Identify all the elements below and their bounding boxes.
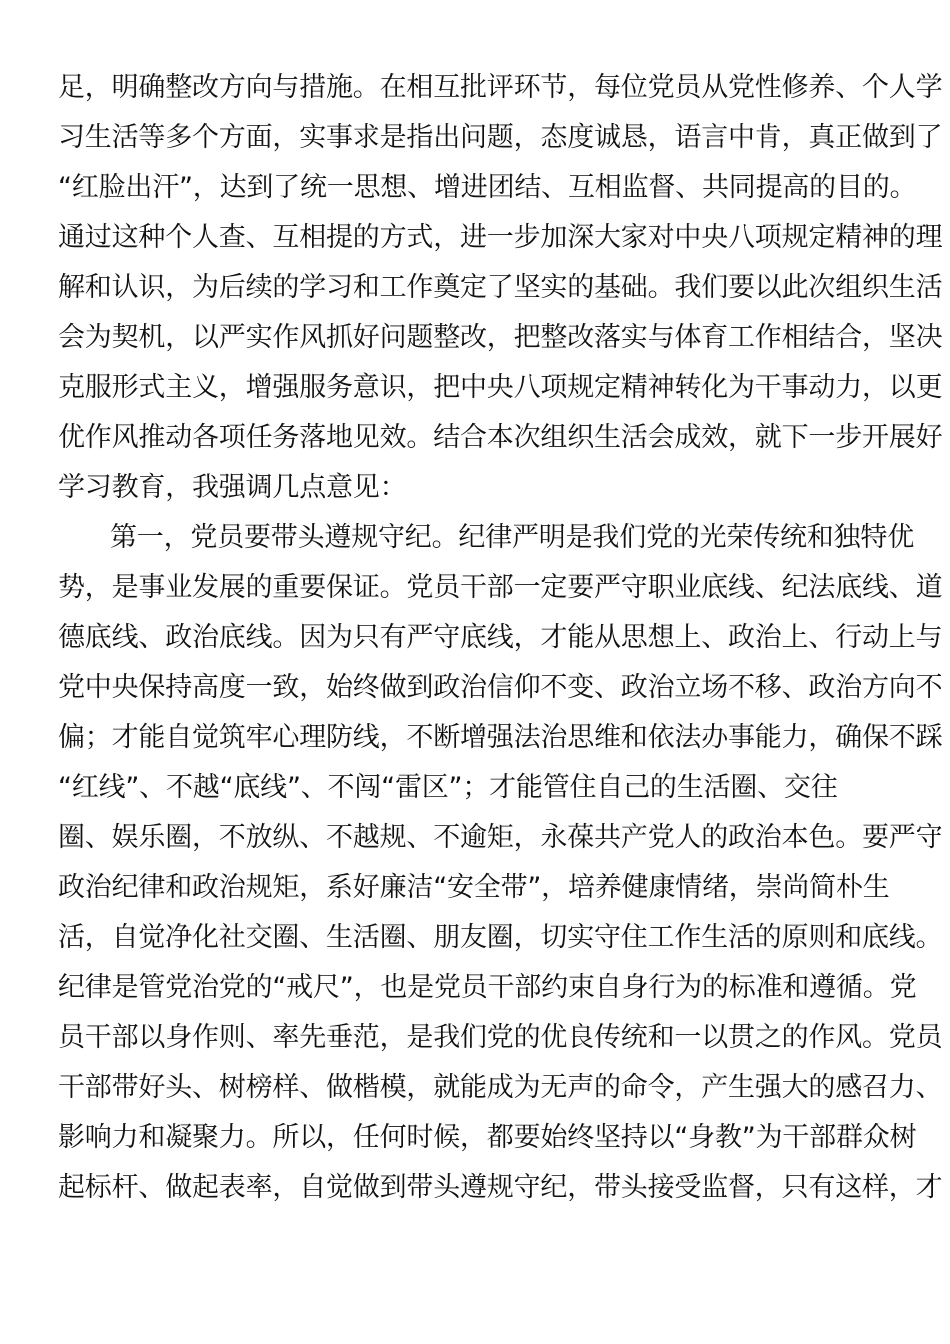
text-line: 势，是事业发展的重要保证。党员干部一定要严守职业底线、纪法底线、道 xyxy=(58,572,943,603)
text-line: 偏；才能自觉筑牢心理防线，不断增强法治思维和依法办事能力，确保不踩 xyxy=(58,722,943,753)
text-line: “红线”、不越“底线”、不闯“雷区”；才能管住自己的生活圈、交往 xyxy=(58,772,838,803)
text-line: 政治纪律和政治规矩，系好廉洁“安全带”，培养健康情绪，崇尚简朴生 xyxy=(58,872,890,903)
text-line: 学习教育，我强调几点意见： xyxy=(58,472,407,503)
text-line: 党中央保持高度一致，始终做到政治信仰不变、政治立场不移、政治方向不 xyxy=(58,672,943,703)
text-line: 克服形式主义，增强服务意识，把中央八项规定精神转化为干事动力，以更 xyxy=(58,372,943,403)
text-line: 解和认识，为后续的学习和工作奠定了坚实的基础。我们要以此次组织生活 xyxy=(58,272,943,303)
text-line: 干部带好头、树榜样、做楷模，就能成为无声的命令，产生强大的感召力、 xyxy=(58,1072,943,1103)
text-line: 足，明确整改方向与措施。在相互批评环节，每位党员从党性修养、个人学 xyxy=(58,72,943,103)
text-line: 通过这种个人查、互相提的方式，进一步加深大家对中央八项规定精神的理 xyxy=(58,222,943,253)
text-line: 纪律是管党治党的“戒尺”，也是党员干部约束自身行为的标准和遵循。党 xyxy=(58,972,917,1003)
paragraph-first-line: 第一，党员要带头遵规守纪。纪律严明是我们党的光荣传统和独特优 xyxy=(110,522,914,553)
text-line: “红脸出汗”，达到了统一思想、增进团结、互相监督、共同提高的目的。 xyxy=(58,172,917,203)
text-line: 影响力和凝聚力。所以，任何时候，都要始终坚持以“身教”为干部群众树 xyxy=(58,1122,917,1153)
text-line: 圈、娱乐圈，不放纵、不越规、不逾矩，永葆共产党人的政治本色。要严守 xyxy=(58,822,943,853)
text-line: 活，自觉净化社交圈、生活圈、朋友圈，切实守住工作生活的原则和底线。 xyxy=(58,922,943,953)
text-line: 德底线、政治底线。因为只有严守底线，才能从思想上、政治上、行动上与 xyxy=(58,622,943,653)
text-line: 习生活等多个方面，实事求是指出问题，态度诚恳，语言中肯，真正做到了 xyxy=(58,122,943,153)
text-line: 员干部以身作则、率先垂范，是我们党的优良传统和一以贯之的作风。党员 xyxy=(58,1022,943,1053)
text-line: 起标杆、做起表率，自觉做到带头遵规守纪，带头接受监督，只有这样，才 xyxy=(58,1172,943,1203)
text-line: 优作风推动各项任务落地见效。结合本次组织生活会成效，就下一步开展好 xyxy=(58,422,943,453)
text-line: 会为契机，以严实作风抓好问题整改，把整改落实与体育工作相结合，坚决 xyxy=(58,322,943,353)
